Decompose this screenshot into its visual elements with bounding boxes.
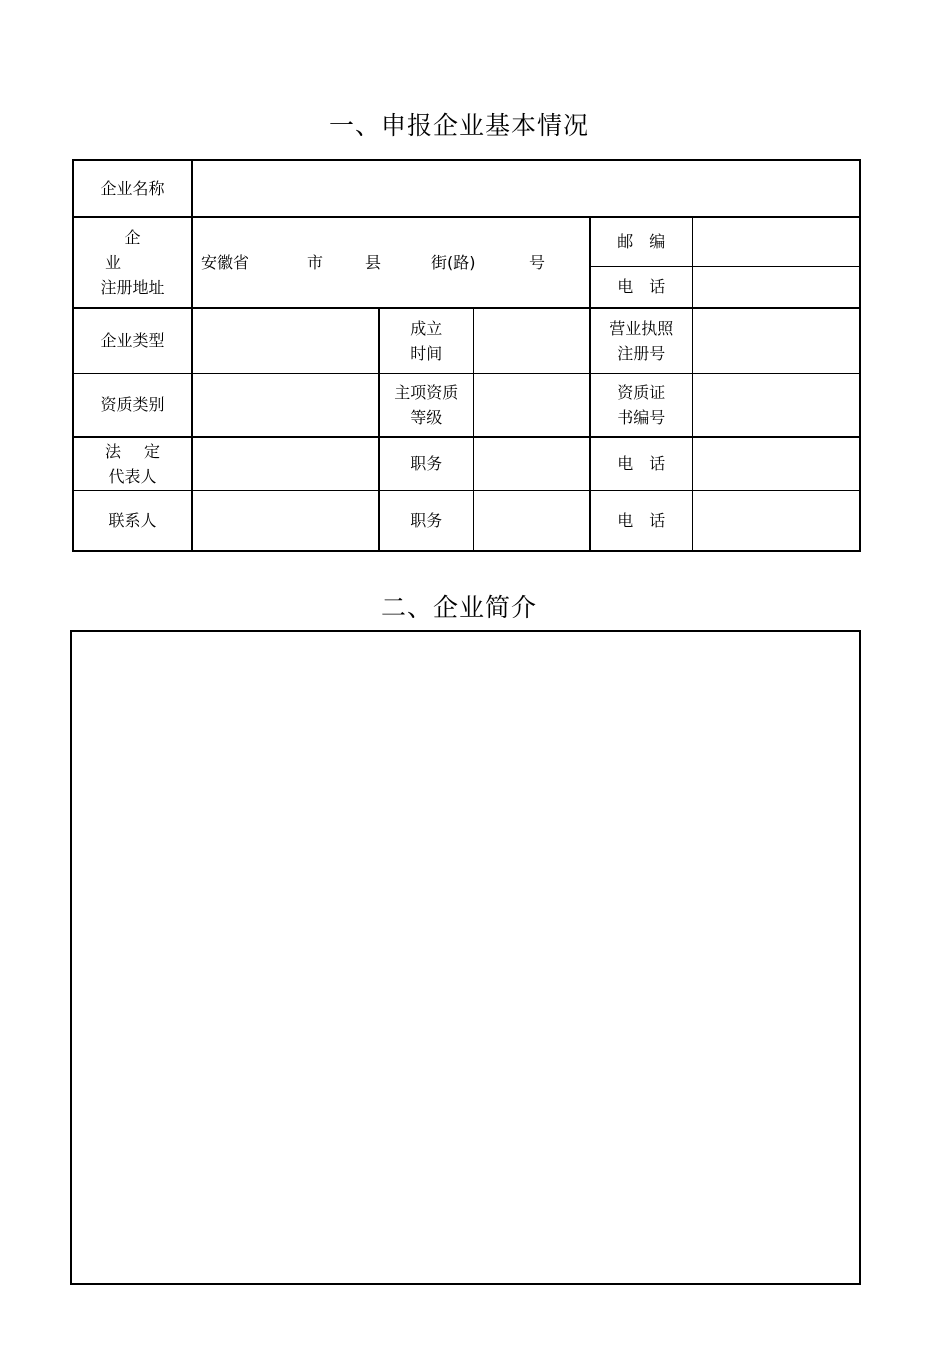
established-label: 成立 时间 xyxy=(379,308,473,373)
certificate-input[interactable] xyxy=(692,373,860,437)
postcode-label: 邮 编 xyxy=(590,217,692,266)
legal-rep-position-label: 职务 xyxy=(379,437,473,490)
company-intro-textbox[interactable] xyxy=(70,630,861,1285)
phone-label: 电 话 xyxy=(590,266,692,308)
address-label xyxy=(73,217,192,308)
legal-rep-position-input[interactable] xyxy=(473,437,590,490)
contact-phone-label: 电 话 xyxy=(590,490,692,551)
license-label: 营业执照 注册号 xyxy=(590,308,692,373)
legal-rep-phone-label: 电 话 xyxy=(590,437,692,490)
legal-rep-label: 法 定 代表人 xyxy=(73,437,192,490)
address-label-top: 企 业 xyxy=(105,228,173,272)
phone-input[interactable] xyxy=(692,266,860,308)
license-input[interactable] xyxy=(692,308,860,373)
contact-phone-input[interactable] xyxy=(692,490,860,551)
contact-position-input[interactable] xyxy=(473,490,590,551)
legal-rep-phone-input[interactable] xyxy=(692,437,860,490)
qualification-category-input[interactable] xyxy=(192,373,379,437)
address-county: 县 xyxy=(365,253,382,272)
address-street: 街(路) xyxy=(431,253,476,272)
address-label-bottom: 注册地址 xyxy=(100,278,165,297)
company-type-input[interactable] xyxy=(192,308,379,373)
address-city: 市 xyxy=(307,253,324,272)
address-number: 号 xyxy=(529,253,546,272)
address-province: 安徽省 xyxy=(201,253,250,272)
certificate-label: 资质证 书编号 xyxy=(590,373,692,437)
section-title-basic-info: 一、申报企业基本情况 xyxy=(328,111,589,140)
company-name-label: 企业名称 xyxy=(73,160,192,217)
company-name-input[interactable] xyxy=(192,160,860,217)
legal-rep-input[interactable] xyxy=(192,437,379,490)
qualification-category-label: 资质类别 xyxy=(73,373,192,437)
main-qualification-label: 主项资质 等级 xyxy=(379,373,473,437)
section-title-company-intro: 二、企业简介 xyxy=(380,593,537,622)
company-type-label: 企业类型 xyxy=(73,308,192,373)
contact-input[interactable] xyxy=(192,490,379,551)
established-input[interactable] xyxy=(473,308,590,373)
contact-position-label: 职务 xyxy=(379,490,473,551)
postcode-input[interactable] xyxy=(692,217,860,266)
main-qualification-input[interactable] xyxy=(473,373,590,437)
contact-label: 联系人 xyxy=(73,490,192,551)
basic-info-table xyxy=(72,159,861,552)
address-input[interactable] xyxy=(192,217,590,308)
